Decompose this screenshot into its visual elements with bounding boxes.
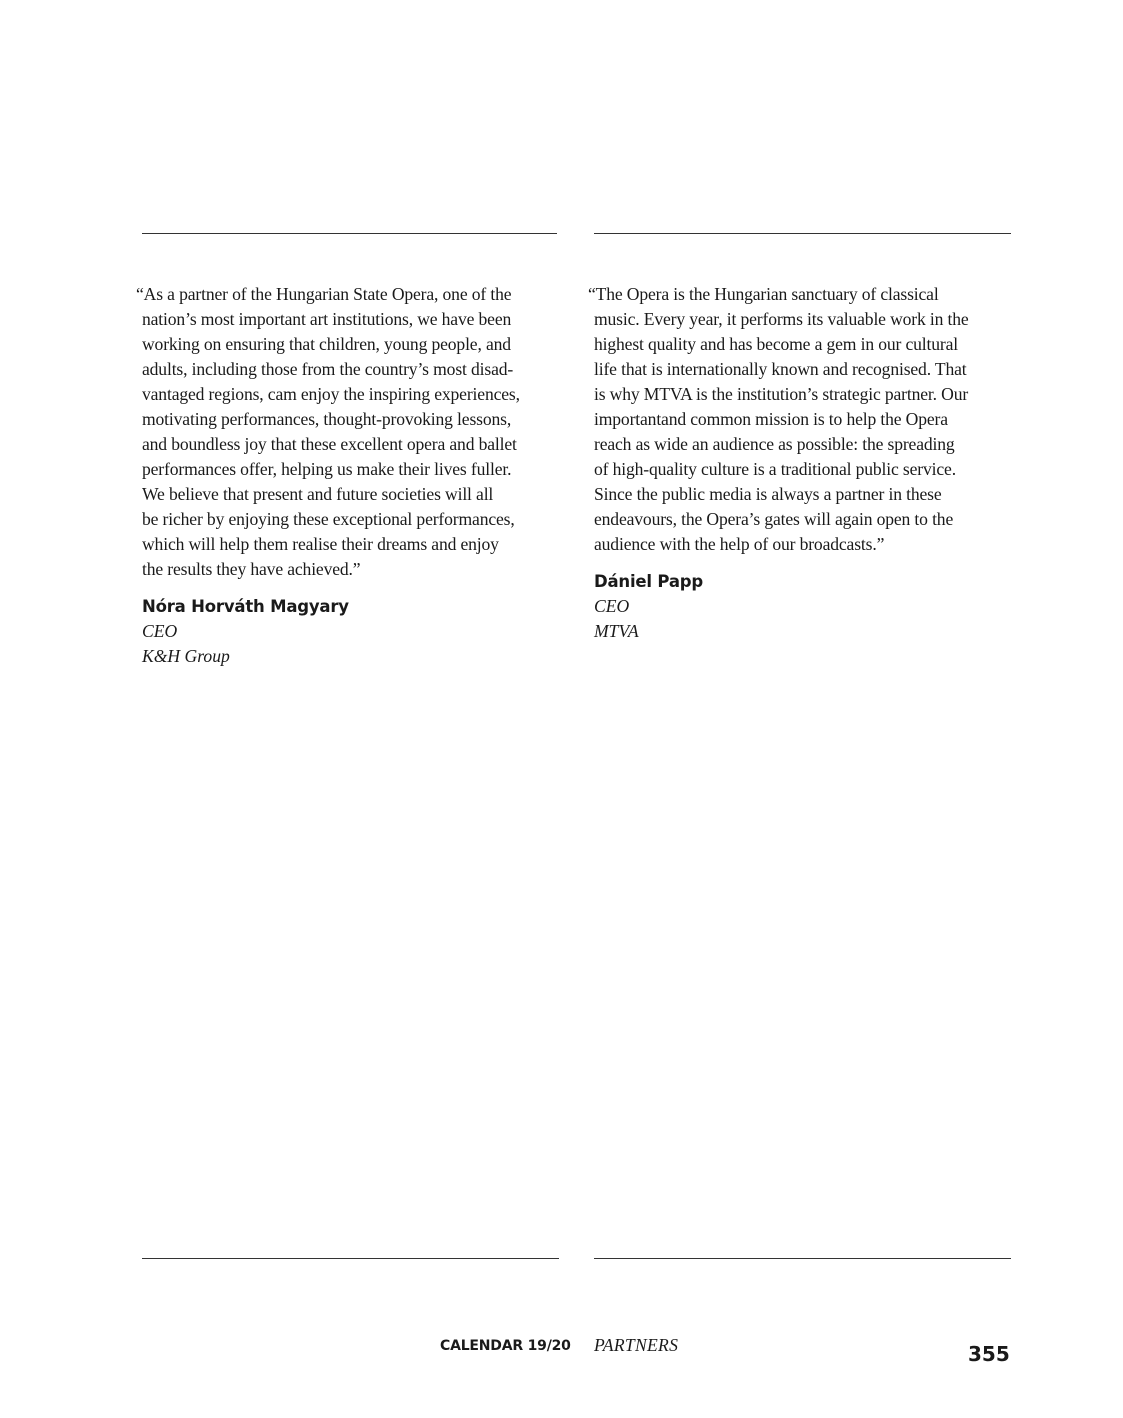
quote-line: reach as wide an audience as possible: the spreading <box>594 434 955 454</box>
person-organization: K&H Group <box>142 646 230 666</box>
quote-line: “As a partner of the Hungarian State Opera, one of the <box>136 284 512 304</box>
quote-line: importantand common mission is to help the Opera <box>594 409 948 429</box>
quote-line: be richer by enjoying these exceptional performances, <box>142 509 515 529</box>
bottom-rule-right <box>594 1258 1011 1259</box>
quote-line: Since the public media is always a partner in these <box>594 484 942 504</box>
quote-line: vantaged regions, cam enjoy the inspiring experiences, <box>142 384 520 404</box>
quote-line: which will help them realise their dreams and enjoy <box>142 534 499 554</box>
bottom-rule-left <box>142 1258 559 1259</box>
quote-line: of high-quality culture is a traditional public service. <box>594 459 956 479</box>
quote-line: We believe that present and future societies will all <box>142 484 494 504</box>
quote-line: audience with the help of our broadcasts.” <box>594 534 885 554</box>
quote-line: and boundless joy that these excellent opera and ballet <box>142 434 517 454</box>
quote-left <box>136 282 576 582</box>
attribution-left <box>136 594 576 669</box>
quote-line: life that is internationally known and recognised. That <box>594 359 967 379</box>
person-name: Dániel Papp <box>594 572 704 591</box>
quote-line: music. Every year, it performs its valuable work in the <box>594 309 969 329</box>
quote-line: endeavours, the Opera’s gates will again open to the <box>594 509 954 529</box>
testimonial-left <box>136 282 576 669</box>
quote-line: performances offer, helping us make their lives fuller. <box>142 459 512 479</box>
person-name: Nóra Horváth Magyary <box>142 597 349 616</box>
quote-line: the results they have achieved.” <box>142 559 361 579</box>
quote-line: “The Opera is the Hungarian sanctuary of classical <box>588 284 939 304</box>
testimonial-right <box>588 282 1028 644</box>
quote-line: is why MTVA is the institution’s strategic partner. Our <box>594 384 969 404</box>
quote-line: motivating performances, thought-provoking lessons, <box>142 409 512 429</box>
footer-section-label: PARTNERS <box>594 1335 679 1355</box>
top-rule-left <box>142 233 557 234</box>
quote-line: working on ensuring that children, young people, and <box>142 334 511 354</box>
footer-calendar-label: CALENDAR 19/20 <box>440 1338 571 1354</box>
attribution-right <box>588 569 1028 644</box>
page-number: 355 <box>968 1342 1010 1366</box>
person-organization: MTVA <box>594 621 639 641</box>
top-rule-right <box>594 233 1011 234</box>
quote-line: adults, including those from the country’s most disad- <box>142 359 514 379</box>
quote-line: highest quality and has become a gem in our cultural <box>594 334 959 354</box>
quote-right <box>588 282 1028 557</box>
person-role: CEO <box>594 596 630 616</box>
person-role: CEO <box>142 621 178 641</box>
quote-line: nation’s most important art institutions, we have been <box>142 309 512 329</box>
